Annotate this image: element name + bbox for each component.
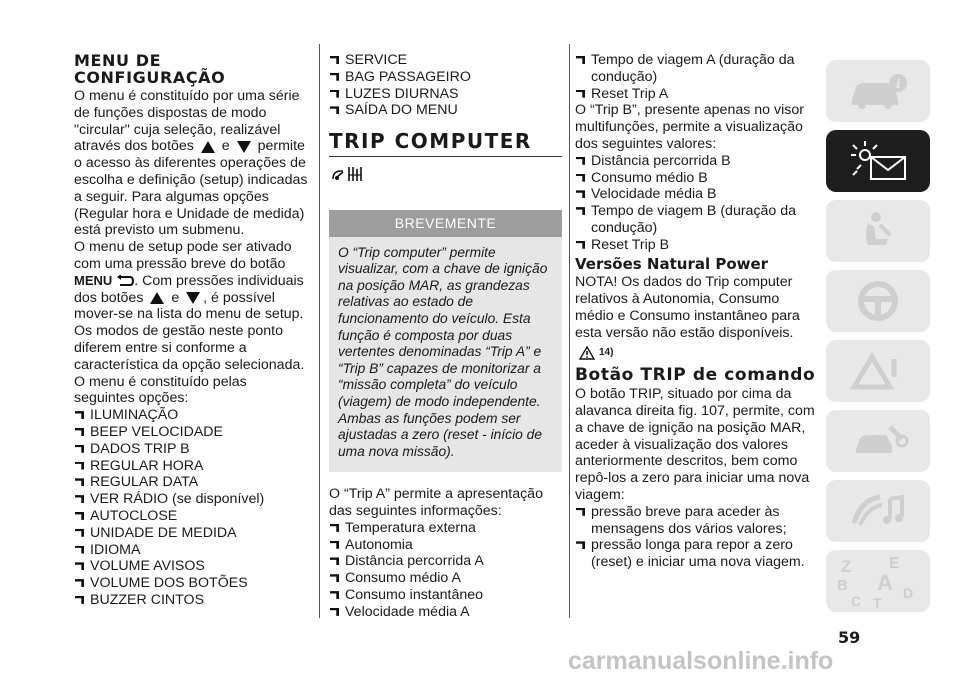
- car-wrench-icon: [846, 419, 910, 463]
- side-tab-warning-lights[interactable]: [826, 130, 930, 192]
- trip-a-values-continued: [575, 52, 817, 102]
- index-letter: A: [877, 570, 893, 595]
- section-heading-trip-button: Botão TRIP de comando: [575, 365, 816, 386]
- page-number: 59: [838, 628, 861, 647]
- index-letter: T: [873, 595, 882, 610]
- list-item: Autonomia: [329, 537, 562, 554]
- side-tab-car-info[interactable]: [826, 60, 930, 122]
- list-item: pressão breve para aceder às mensagens dos vários valores;: [575, 504, 817, 538]
- list-item: DADOS TRIP B: [74, 441, 310, 458]
- config-menu-options-continued: [329, 52, 562, 119]
- list-item: Tempo de viagem B (duração da condução): [575, 203, 817, 237]
- list-item: Temperatura externa: [329, 520, 562, 537]
- list-item: LUZES DIURNAS: [329, 86, 562, 103]
- car-hazard-icon: [846, 349, 910, 393]
- paragraph-menu-intro: O menu é constituído por uma série de funções dispostas de modo "circular" cuja seleção, realizável através dos botões e permite o acesso às diferentes operações de escolha e definição (setup) indicadas a seguir. Para algumas opções (Regular hora e Unidade de medida) está previsto um submenu.: [74, 88, 308, 239]
- column-2: [329, 52, 562, 621]
- list-item: Distância percorrida A: [329, 553, 562, 570]
- side-tab-index[interactable]: [826, 550, 930, 612]
- list-item: REGULAR DATA: [74, 474, 310, 491]
- list-item: UNIDADE DE MEDIDA: [74, 525, 310, 542]
- steering-wheel-icon: [848, 279, 908, 323]
- list-item: SAÍDA DO MENU: [329, 102, 562, 119]
- side-tab-multimedia[interactable]: [826, 480, 930, 542]
- list-item: VOLUME AVISOS: [74, 558, 310, 575]
- list-item: BEEP VELOCIDADE: [74, 424, 310, 441]
- index-letter: C: [851, 593, 862, 609]
- fuel-efficiency-icon: [329, 163, 369, 183]
- index-letter: Z: [841, 557, 852, 576]
- index-letter: D: [903, 585, 914, 601]
- seat-airbag-icon: [846, 209, 910, 253]
- watermark-text[interactable]: carmanualsonline.info: [568, 647, 834, 675]
- side-tab-maintenance[interactable]: [826, 410, 930, 472]
- return-arrow-icon: [116, 275, 134, 287]
- menu-key-label: MENU: [74, 272, 113, 288]
- arrow-up-button-icon: [201, 141, 215, 153]
- side-tab-safety[interactable]: [826, 200, 930, 262]
- list-item: IDIOMA: [74, 542, 310, 559]
- column-divider: [569, 44, 570, 618]
- list-item: Distância percorrida B: [575, 153, 817, 170]
- list-item: AUTOCLOSE: [74, 508, 310, 525]
- warning-ref-label: 14): [599, 346, 614, 358]
- list-item: BAG PASSAGEIRO: [329, 69, 562, 86]
- list-item: pressão longa para repor a zero (reset) e iniciar uma nova viagem.: [575, 537, 817, 571]
- list-item: VOLUME DOS BOTÕES: [74, 575, 310, 592]
- side-tab-emergency[interactable]: [826, 340, 930, 402]
- section-heading-trip-computer: TRIP COMPUTER: [329, 133, 562, 157]
- list-item: BUZZER CINTOS: [74, 592, 310, 609]
- list-item: Consumo instantâneo: [329, 587, 562, 604]
- list-item: ILUMINAÇÃO: [74, 407, 310, 424]
- paragraph-setup-activation: O menu de setup pode ser ativado com uma pressão breve do botão MENU . Com pressões individuais dos botões e , é possível mover-se na lista do menu de setup. Os modos de gestão neste ponto diferem entre si conforme a característica da opção selecionada. O menu é constituído pelas seguintes opções:: [74, 239, 305, 407]
- paragraph-natural-power-note: NOTA! Os dados do Trip computer relativos à Autonomia, Consumo médio e Consumo instantâneo para esta versão não estão disponíveis.: [575, 274, 800, 341]
- list-item: VER RÁDIO (se disponível): [74, 491, 310, 508]
- warning-triangle-icon: [579, 346, 595, 360]
- car-info-icon: [846, 71, 910, 111]
- list-item: Velocidade média A: [329, 604, 562, 621]
- brief-box-title: BREVEMENTE: [329, 210, 562, 237]
- warning-light-envelope-icon: [843, 139, 913, 183]
- paragraph-trip-a-intro: O “Trip A” permite a apresentação das seguintes informações:: [329, 486, 543, 520]
- column-divider: [319, 44, 320, 618]
- trip-button-actions: [575, 504, 817, 571]
- paragraph-trip-b-intro: O “Trip B”, presente apenas no visor multifunções, permite a visualização dos seguintes valores:: [575, 102, 804, 152]
- list-item: SERVICE: [329, 52, 562, 69]
- alphabet-index-icon: [833, 552, 923, 610]
- index-letter: B: [837, 577, 848, 594]
- column-3: [575, 52, 817, 571]
- list-item: Velocidade média B: [575, 186, 817, 203]
- list-item: Reset Trip A: [575, 86, 817, 103]
- arrow-up-button-icon: [150, 292, 164, 304]
- list-item: Reset Trip B: [575, 237, 817, 254]
- index-letter: E: [889, 555, 900, 572]
- config-menu-options: [74, 407, 310, 609]
- column-1: [74, 52, 310, 609]
- list-item: Consumo médio A: [329, 570, 562, 587]
- list-item: REGULAR HORA: [74, 458, 310, 475]
- arrow-down-button-icon: [186, 292, 200, 304]
- warning-reference: [579, 345, 817, 362]
- brief-box-text: O “Trip computer” permite visualizar, com a chave de ignição na posição MAR, as grandezas relativas ao estado de funcionamento do veículo. Esta função é composta por duas vertentes denominadas “Trip A” e “Trip B” capazes de monitorizar a “missão completa” do veículo (viagem) de modo independente. Ambas as funções podem ser ajustadas a zero (reset - início de uma nova missão).: [329, 237, 562, 473]
- arrow-down-button-icon: [237, 141, 251, 153]
- media-music-icon: [846, 489, 910, 533]
- paragraph-trip-button: O botão TRIP, situado por cima da alavanca direita fig. 107, permite, com a chave de ignição na posição MAR, aceder à visualização dos valores anteriormente descritos, bem como repô-los a zero para iniciar uma nova viagem:: [575, 386, 815, 503]
- trip-b-values: [575, 153, 817, 254]
- section-heading-natural-power: Versões Natural Power: [575, 254, 769, 273]
- list-item: Consumo médio B: [575, 170, 817, 187]
- section-heading-config-menu: MENU DE CONFIGURAÇÃO: [74, 51, 226, 87]
- list-item: Tempo de viagem A (duração da condução): [575, 52, 817, 86]
- side-tab-driving[interactable]: [826, 270, 930, 332]
- trip-a-values: [329, 520, 562, 621]
- svg-text:i: i: [896, 77, 901, 91]
